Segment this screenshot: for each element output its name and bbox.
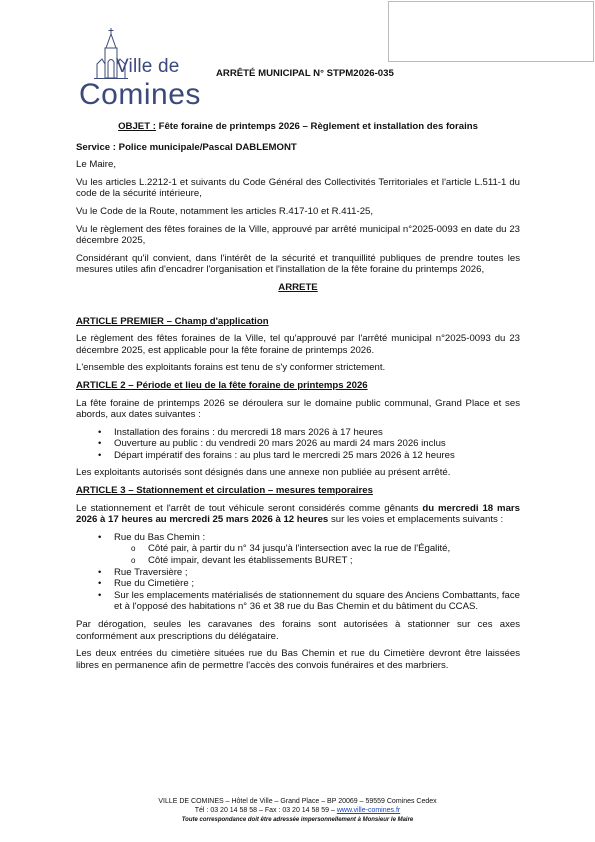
article3-streets-list (76, 532, 520, 613)
article1-heading: ARTICLE PREMIER – Champ d'application (76, 315, 269, 327)
document-body (76, 121, 520, 677)
sub-list-item: o Côté pair, à partir du n° 34 jusqu'à l'intersection avec la rue de l'Égalité, (148, 543, 520, 555)
service-line: Service : Police municipale/Pascal DABLEMONT (76, 141, 297, 153)
article2-outro: Les exploitants autorisés sont désignés dans une annexe non publiée au présent arrêté. (76, 467, 451, 479)
document-title: ARRÊTÉ MUNICIPAL N° STPM2026-035 (216, 68, 394, 79)
list-item: • Sur les emplacements matérialisés de stationnement du square des Anciens Combattants, face et à l'opposé des habitations n° 36 et 38 rue du Bas Chemin et du bâtiment du CCAS. (114, 590, 520, 613)
sub-list-item: o Côté impair, devant les établissements BURET ; (148, 555, 520, 567)
list-item: • Rue du Cimetière ; (114, 578, 520, 590)
article3-derogation: Par dérogation, seules les caravanes des forains sont autorisées à stationner sur ces axes conformément aux prescriptions du délégataire. (76, 619, 520, 642)
article1-paragraph-1: Le règlement des fêtes foraines de la Ville, tel qu'approuvé par l'arrêté municipal n°2025-0093 du 23 décembre 2025, est applicable pour la fête foraine de printemps 2026. (76, 333, 520, 356)
preamble-vu-reglement: Vu le règlement des fêtes foraines de la Ville, approuvé par arrêté municipal n°2025-0093 en date du 23 décembre 2025, (76, 223, 520, 247)
city-logo (79, 28, 201, 112)
preamble-maire: Le Maire, (76, 159, 116, 171)
article1-paragraph-2: L'ensemble des exploitants forains est tenu de s'y conformer strictement. (76, 362, 386, 374)
website-link[interactable]: www.ville-comines.fr (336, 807, 401, 815)
article3-intro-dates: du mercredi 18 mars 2026 à 17 heures au mercredi 25 mars 2026 à 12 heures (76, 502, 520, 526)
article3-heading: ARTICLE 3 – Stationnement et circulation – mesures temporaires (76, 485, 373, 497)
reference-stamp-box (388, 1, 594, 62)
article3-intro-part-a: Le stationnement et l'arrêt de tout véhicule seront considérés comme gênants (76, 502, 423, 514)
preamble-considerant: Considérant qu'il convient, dans l'intérêt de la sécurité et tranquillité publiques de prendre toutes les mesures utiles afin d'encadrer l'organisation et l'installation de la fête foraine du printemps 2026, (76, 252, 520, 276)
list-item: • Installation des forains : du mercredi 18 mars 2026 à 17 heures (114, 427, 520, 439)
list-item: • Rue Traversière ; (114, 567, 520, 579)
footer-phone-fax: Tél : 03 20 14 58 58 – Fax : 03 20 14 58 59 – (194, 807, 337, 815)
article2-intro: La fête foraine de printemps 2026 se déroulera sur le domaine public communal, Grand Place et ses abords, aux dates suivantes : (76, 397, 520, 421)
street-bas-chemin: Rue du Bas Chemin : (114, 531, 206, 543)
objet-label: OBJET : (118, 121, 156, 132)
list-item: • Départ impératif des forains : au plus tard le mercredi 25 mars 2026 à 12 heures (114, 450, 520, 462)
objet-line (76, 121, 520, 133)
bas-chemin-sublist (114, 543, 520, 566)
article2-heading: ARTICLE 2 – Période et lieu de la fête foraine de printemps 2026 (76, 379, 368, 391)
logo-text-comines: Comines (79, 78, 201, 111)
footer-address: VILLE DE COMINES – Hôtel de Ville – Grand Place – BP 20069 – 59559 Comines Cedex (158, 798, 437, 805)
arrete-heading: ARRETE (278, 281, 318, 293)
article3-intro-part-c: sur les voies et emplacements suivants : (328, 514, 504, 526)
objet-text: Fête foraine de printemps 2026 – Règlement et installation des forains (155, 121, 478, 132)
list-item (114, 532, 520, 567)
footer-contact (0, 806, 595, 815)
article2-dates-list (76, 427, 520, 462)
footer-correspondence-note: Toute correspondance doit être adressée impersonnellement à Monsieur le Maire (181, 816, 414, 823)
preamble-vu-cgct: Vu les articles L.2212-1 et suivants du Code Général des Collectivités Territoriales et l'article L.511-1 du code de la sécurité intérieure, (76, 176, 520, 200)
article3-intro (76, 503, 520, 526)
logo-text-ville: Ville de (116, 56, 180, 77)
list-item: • Ouverture au public : du vendredi 20 mars 2026 au mardi 24 mars 2026 inclus (114, 438, 520, 450)
preamble-vu-code-route: Vu le Code de la Route, notamment les articles R.417-10 et R.411-25, (76, 205, 374, 217)
footer (0, 797, 595, 825)
article3-cemetery-entrances: Les deux entrées du cimetière situées rue du Bas Chemin et rue du Cimetière devront être laissées libres en permanence afin de permettre l'accès des convois funéraires et des marbriers. (76, 648, 520, 671)
